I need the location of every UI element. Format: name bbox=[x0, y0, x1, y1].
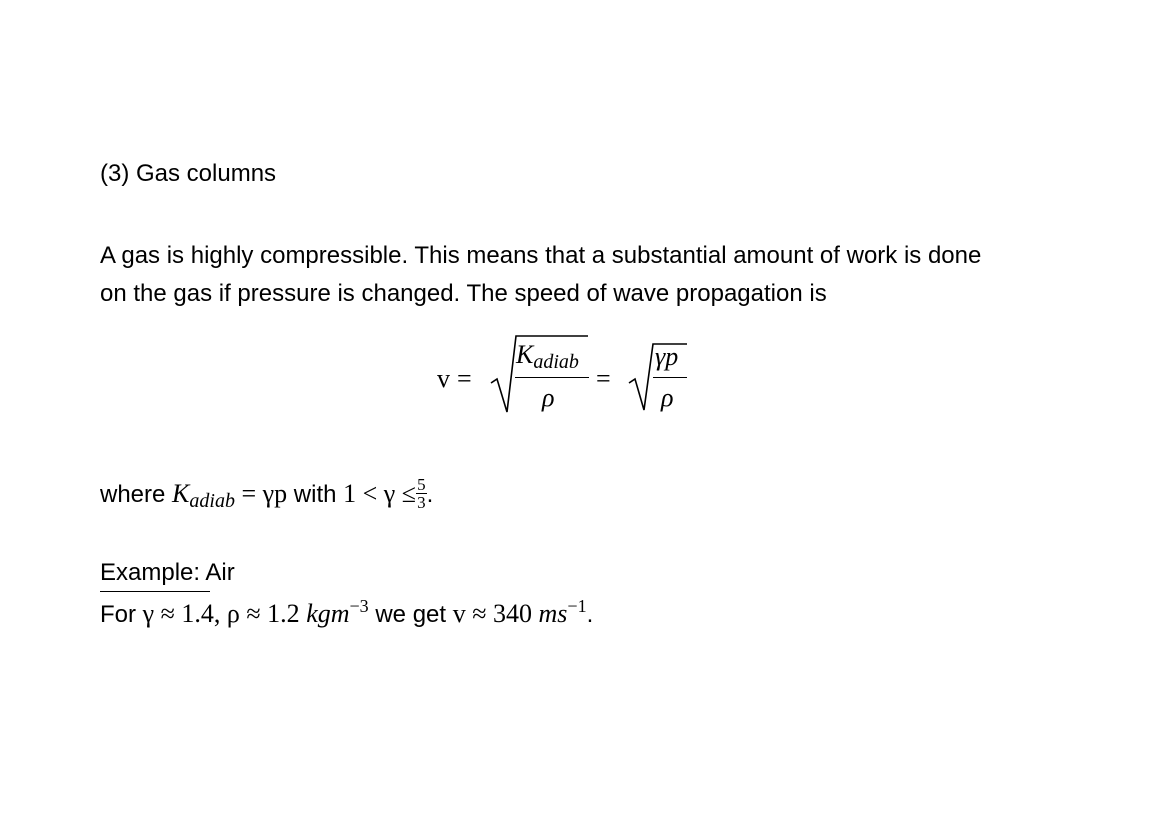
we-get-text: we get bbox=[375, 601, 447, 628]
fraction-1-numerator: $K_{adiab}$ bbox=[516, 340, 579, 373]
equation-equals-2: = bbox=[596, 364, 611, 393]
k-adiab: $K_{adiab}$ bbox=[172, 478, 235, 512]
for-word: For bbox=[100, 601, 136, 628]
fraction-2-numerator: γp bbox=[655, 342, 679, 371]
speed-equation bbox=[437, 330, 697, 420]
example-label: Example: bbox=[100, 559, 201, 586]
example-subject: Air bbox=[200, 559, 235, 586]
gamma-rho-values: γ ≈ 1.4, ρ ≈ 1.2 bbox=[142, 599, 307, 628]
where-period: . bbox=[426, 480, 434, 508]
gamma-range: 1 < γ ≤ bbox=[343, 478, 417, 508]
with-word: with bbox=[293, 480, 337, 508]
example-result-line bbox=[100, 596, 593, 629]
unit-kgm: kgm$^{-3}$ bbox=[306, 596, 369, 628]
equals-gamma-p: = γp bbox=[234, 478, 288, 508]
v-value: v ≈ 340 bbox=[452, 599, 539, 628]
five-thirds-fraction: $\frac{5}{3}$ bbox=[417, 475, 426, 512]
example-underline bbox=[100, 591, 210, 592]
equation-equals-1: = bbox=[457, 364, 472, 393]
fraction-1-bar bbox=[515, 377, 589, 378]
example-heading bbox=[100, 559, 235, 587]
example-period: . bbox=[586, 601, 594, 628]
paragraph-line-2: on the gas if pressure is changed. The speed of wave propagation is bbox=[100, 280, 827, 307]
fraction-2-denominator: ρ bbox=[661, 383, 674, 412]
section-heading: (3) Gas columns bbox=[100, 160, 277, 187]
equation-lhs: v bbox=[437, 364, 450, 393]
fraction-1-denominator: ρ bbox=[542, 383, 555, 412]
unit-ms: $ms^{-1}$ bbox=[538, 596, 587, 628]
where-word: where bbox=[100, 480, 166, 508]
where-line bbox=[100, 475, 434, 513]
paragraph-line-1: A gas is highly compressible. This means that a substantial amount of work is done bbox=[100, 242, 982, 269]
fraction-2-bar bbox=[653, 377, 687, 378]
